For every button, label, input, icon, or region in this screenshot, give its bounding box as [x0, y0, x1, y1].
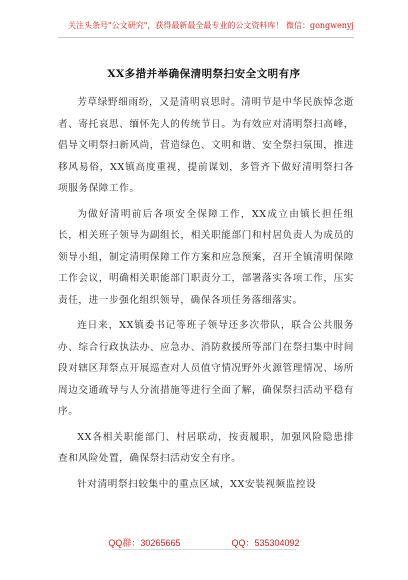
body-paragraph: 为做好清明前后各项安全保障工作，XX成立由镇长担任组长，相关班子领导为副组长，相关职能部门和村居负责人为成员的领导小组，制定清明保障工作方案和应急预案，召开全镇清明保障工作会议，明确相关职能部门职责分工，部署落实各项工作，压实责任，进一步强化组织领导，确保各项任务落细落实。	[58, 208, 354, 306]
body-paragraph: 芳草绿野细雨纷，又是清明哀思时。清明节是中华民族悼念逝者、寄托哀思、缅怀先人的传统节日。为有效应对清明祭扫高峰，倡导文明祭扫新风尚，营造绿色、文明和谐、安全祭扫氛围，推进移风易俗，XX镇高度重视，提前谋划，多管齐下做好清明祭扫各项服务保障工作。	[58, 97, 354, 194]
footer-divider	[112, 549, 296, 550]
document-title: XX多措并举确保清明祭扫安全文明有序	[107, 68, 301, 80]
document-body	[58, 92, 354, 499]
qq-text: QQ：535304092	[231, 538, 300, 548]
body-paragraph: 针对清明祭扫较集中的重点区域，XX安装视频监控设	[77, 478, 317, 490]
body-paragraph: XX各相关职能部门、村居联动，按责履职，加强风险隐患排查和风险处置，确保祭扫活动安全有序。	[58, 431, 354, 464]
footer-contact	[0, 536, 408, 549]
header-banner: 关注头条号"公文研究"，获得最新最全最专业的公文资料库！ 微信：gongwenyj	[68, 21, 354, 30]
qq-group-text: QQ群：30265665	[108, 538, 181, 548]
header-divider	[58, 37, 354, 38]
body-paragraph: 连日来，XX镇委书记等班子领导还多次带队，联合公共服务办、综合行政执法办、应急办、消防救援所等部门在祭扫集中时间段对辖区拜祭点开展巡查对人员值守情况野外火源管理情况、场所周边交通疏导与人分流措施等进行全面了解，确保祭扫活动平稳有序。	[58, 320, 354, 417]
